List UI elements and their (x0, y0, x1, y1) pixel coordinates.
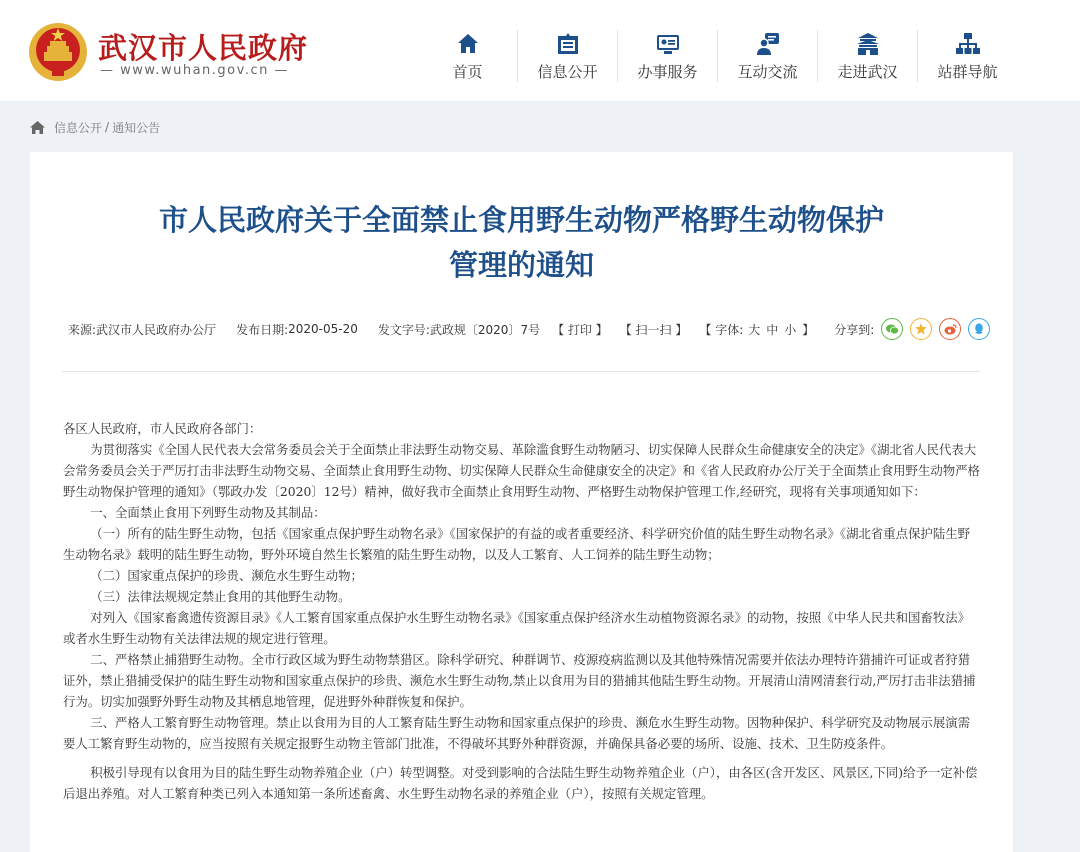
info-disclosure-icon (556, 32, 580, 56)
breadcrumb-separator: / (105, 120, 110, 134)
nav-services[interactable] (618, 30, 718, 82)
doc-number-label: 发文字号: (377, 322, 430, 337)
font-medium-button[interactable]: 中 (766, 322, 779, 337)
breadcrumb-item-info-disclosure[interactable]: 信息公开 (54, 120, 103, 135)
nav-about-wuhan-label: 走进武汉 (837, 63, 898, 81)
wechat-icon[interactable] (881, 318, 903, 340)
nav-home[interactable] (418, 30, 518, 82)
breadcrumb-item-notices[interactable]: 通知公告 (112, 120, 161, 135)
qzone-icon[interactable] (910, 318, 932, 340)
nav-info-disclosure[interactable] (518, 30, 618, 82)
date-value: 2020-05-20 (288, 322, 358, 336)
body-paragraph: 二、严格禁止捕猎野生动物。全市行政区域为野生动物禁猎区。除科学研究、种群调节、疫源疫病监测以及其他特殊情况需要并依法办理特许猎捕许可证或者狩猎证外，禁止猎捕受保护的陆生野生动物和国家重点保护的珍贵、濒危水生野生动物,禁止以食用为目的猎捕其他陆生野生动物。开展清山清网清套行动,严厉打击非法猎捕行为。切实加强野外野生动物及其栖息地管理，促进野外种群恢复和保护。 (63, 652, 976, 709)
site-header (0, 0, 1080, 101)
doc-number-value: 武政规〔2020〕7号 (429, 322, 541, 337)
article-title-line2: 管理的通知 (448, 248, 594, 282)
body-paragraph: 一、全面禁止食用下列野生动物及其制品： (90, 505, 326, 520)
nav-site-map-label: 站群导航 (937, 63, 998, 81)
font-size-end: 】 (802, 322, 815, 337)
site-map-icon (956, 32, 980, 56)
nav-home-label: 首页 (452, 63, 483, 81)
salutation: 各区人民政府，市人民政府各部门： (63, 421, 262, 436)
home-icon (456, 32, 480, 56)
source-value: 武汉市人民政府办公厅 (96, 322, 217, 337)
national-emblem-logo[interactable] (28, 22, 88, 82)
share-label: 分享到: (834, 322, 875, 337)
city-gate-icon (856, 32, 880, 56)
body-paragraph: 对列入《国家畜禽遗传资源目录》《人工繁育国家重点保护水生野生动物名录》《国家重点保护经济水生动植物资源名录》的动物，按照《中华人民共和国畜牧法》或者水生野生动物有关法律法规的规定进行管理。 (63, 610, 970, 646)
nav-services-label: 办事服务 (637, 63, 698, 81)
font-small-button[interactable]: 小 (784, 322, 797, 337)
print-button[interactable]: 【 打印 】 (552, 322, 608, 337)
article-title-line1: 市人民政府关于全面禁止食用野生动物严格野生动物保护 (158, 203, 884, 237)
article-title (30, 198, 1013, 288)
body-paragraph: 三、严格人工繁育野生动物管理。禁止以食用为目的人工繁育陆生野生动物和国家重点保护的珍贵、濒危水生野生动物。因物种保护、科学研究及动物展示展演需要人工繁育野生动物的，应当按照有关规定报野生动物主管部门批准，不得破坏其野外种群资源，并确保具备必要的场所、设施、技术、卫生防疫条件。 (63, 715, 970, 751)
nav-about-wuhan[interactable] (818, 30, 918, 82)
main-nav (418, 30, 1017, 86)
weibo-icon[interactable] (939, 318, 961, 340)
site-url-text: www.wuhan.gov.cn (120, 63, 269, 78)
nav-info-disclosure-label: 信息公开 (537, 63, 598, 81)
body-paragraph: 积极引导现有以食用为目的陆生野生动物养殖企业（户）转型调整。对受到影响的合法陆生野生动物养殖企业（户），由各区(含开发区、风景区,下同)给予一定补偿后退出养殖。对人工繁育种类已列入本通知第一条所述畜禽、水生野生动物名录的养殖企业（户），按照有关规定管理。 (63, 765, 978, 801)
meta-divider (62, 371, 980, 372)
site-url: — www.wuhan.gov.cn — (100, 63, 289, 78)
font-size-label: 【 字体: (699, 322, 744, 337)
body-paragraph: （一）所有的陆生野生动物，包括《国家重点保护野生动物名录》《国家保护的有益的或者重要经济、科学研究价值的陆生野生动物名录》《湖北省重点保护陆生野生动物名录》载明的陆生野生动物，野外环境自然生长繁殖的陆生野生动物，以及人工繁育、人工饲养的陆生野生动物； (63, 526, 970, 562)
breadcrumb-home-icon[interactable] (30, 121, 45, 134)
body-paragraph: 为贯彻落实《全国人民代表大会常务委员会关于全面禁止非法野生动物交易、革除滥食野生动物陋习、切实保障人民群众生命健康安全的决定》《湖北省人民代表大会常务委员会关于严厉打击非法野生动物交易、全面禁止食用野生动物、切实保障人民群众生命健康安全的决定》和《省人民政府办公厅关于全面禁止食用野生动物严格野生动物保护管理的通知》（鄂政办发〔2020〕12号）精神，做好我市全面禁止食用野生动物、严格野生动物保护管理工作,经研究，现将有关事项通知如下： (63, 442, 980, 499)
font-large-button[interactable]: 大 (748, 322, 761, 337)
article-body (63, 418, 981, 804)
interaction-icon (756, 32, 780, 56)
qq-icon[interactable] (968, 318, 990, 340)
nav-interaction-label: 互动交流 (737, 63, 798, 81)
source-label: 来源: (68, 322, 97, 337)
body-paragraph: （三）法律法规规定禁止食用的其他野生动物。 (90, 589, 351, 604)
service-icon (656, 32, 680, 56)
site-title[interactable]: 武汉市人民政府 (98, 31, 309, 65)
nav-site-map[interactable] (918, 30, 1017, 82)
body-paragraph: （二）国家重点保护的珍贵、濒危水生野生动物； (90, 568, 363, 583)
scan-qr-button[interactable]: 【 扫一扫 】 (619, 322, 688, 337)
nav-interaction[interactable] (718, 30, 818, 82)
article-container (30, 152, 1013, 852)
date-label: 发布日期: (236, 322, 289, 337)
article-meta (68, 319, 990, 339)
breadcrumb (30, 119, 160, 135)
